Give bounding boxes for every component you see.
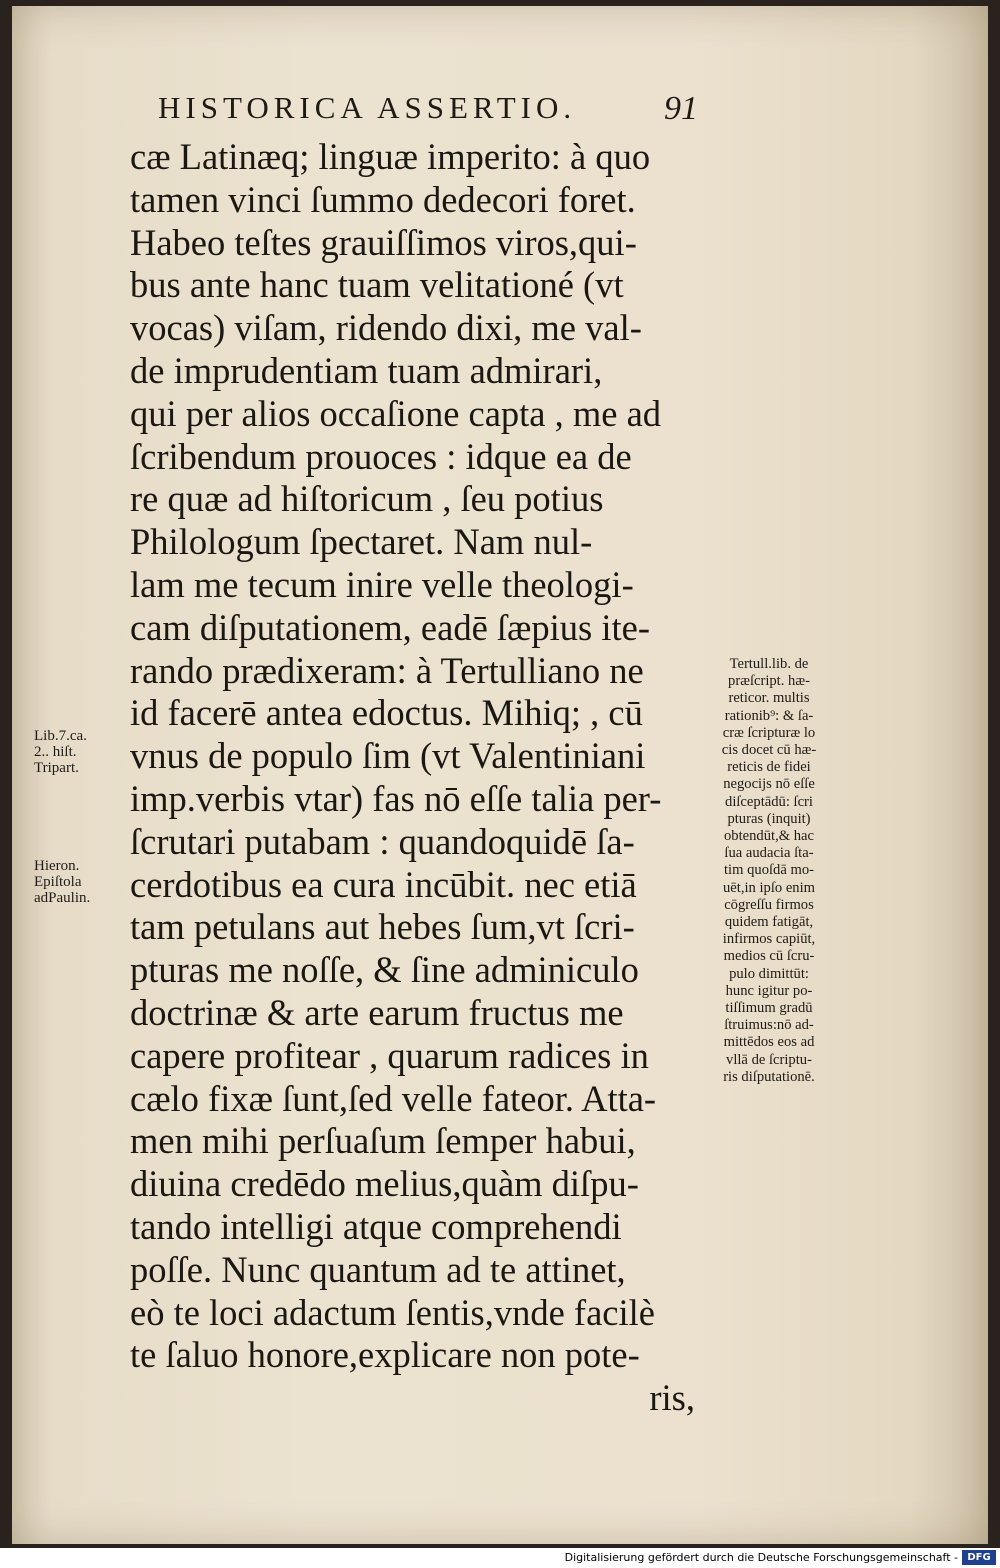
margin-note-line: Hieron. <box>34 858 80 874</box>
margin-note-line: ris diſputationē. <box>723 1068 815 1085</box>
body-line: bus ante hanc tuam velitationé (vt <box>130 264 624 306</box>
margin-note-line: infirmos capiūt, <box>722 931 816 948</box>
body-line: qui per alios occaſione capta , me ad <box>130 392 662 434</box>
margin-note-line: reticor. multis <box>728 690 810 707</box>
body-line: cerdotibus ea cura incūbit. nec etiā <box>130 863 637 905</box>
body-line: ſcribendum prouoces : idque ea de <box>130 435 632 477</box>
margin-note-right <box>694 656 844 1086</box>
body-line: Philologum ſpectaret. Nam nul- <box>130 521 593 563</box>
running-head <box>158 90 698 128</box>
body-line: cam diſputationem, eadē ſæpius ite- <box>130 606 650 648</box>
margin-note-left-1 <box>34 728 87 776</box>
margin-note-line: Lib.7.ca. <box>34 728 87 744</box>
body-line: Habeo teſtes grauiſſimos viros,qui- <box>130 221 637 263</box>
margin-note-line: rationib⁹: & ſa- <box>724 707 814 724</box>
footer-bar <box>0 1548 1000 1568</box>
margin-note-line: medios cū ſcru- <box>723 948 815 965</box>
body-line: pturas me noſſe, & ſine adminiculo <box>130 949 639 991</box>
margin-note-line: tim quoſdā mo- <box>724 862 814 879</box>
margin-note-line: cōgreſſu firmos <box>724 896 814 913</box>
margin-note-line: præſcript. hæ- <box>728 673 810 690</box>
margin-note-line: uēt,in ipſo enim <box>722 879 815 896</box>
body-line: poſſe. Nunc quantum ad te attinet, <box>130 1248 626 1290</box>
body-line: cæ Latinæq; linguæ imperito: à quo <box>130 136 651 177</box>
margin-note-line: ſtruimus:nō ad- <box>724 1017 814 1034</box>
margin-note-line: 2.. hiſt. <box>34 744 77 760</box>
body-line: re quæ ad hiſtoricum , ſeu potius <box>130 478 604 520</box>
body-line: men mihi perſuaſum ſemper habui, <box>130 1120 636 1162</box>
dfg-logo-icon: DFG <box>962 1550 996 1565</box>
body-line: tamen vinci ſummo dedecori foret. <box>130 178 636 220</box>
body-line: doctrinæ & arte earum fructus me <box>130 991 624 1033</box>
body-line: vnus de populo ſim (vt Valentiniani <box>130 735 646 777</box>
margin-note-line: vllā de ſcriptu- <box>726 1051 812 1068</box>
margin-note-line: Tertull.lib. de <box>729 656 809 672</box>
body-line: lam me tecum inire velle theologi- <box>130 563 634 605</box>
body-line: vocas) viſam, ridendo dixi, me val- <box>130 307 642 349</box>
body-line: tando intelligi atque comprehendi <box>130 1205 622 1247</box>
margin-note-line: negocijs nō eſſe <box>723 776 815 793</box>
book-page <box>12 6 988 1544</box>
body-line: eò te loci adactum ſentis,vnde facilè <box>130 1291 655 1333</box>
body-line: te ſaluo honore,explicare non pote- <box>130 1334 640 1376</box>
body-line: capere profitear , quarum radices in <box>130 1034 649 1076</box>
margin-note-line: cis docet cū hæ- <box>721 742 817 759</box>
margin-note-line: Tripart. <box>34 760 79 776</box>
funding-note: Digitalisierung gefördert durch die Deutsche Forschungsgemeinschaft - <box>564 1551 958 1564</box>
running-head-title: HISTORICA ASSERTIO. <box>158 90 577 125</box>
margin-note-line: reticis de fidei <box>727 759 811 776</box>
margin-note-line: Epiſtola <box>34 874 82 890</box>
margin-note-line: pturas (inquit) <box>727 810 811 827</box>
body-line: cælo fixæ ſunt,ſed velle fateor. Atta- <box>130 1077 657 1119</box>
body-line: imp.verbis vtar) fas nō eſſe talia per- <box>130 777 662 819</box>
margin-note-left-2 <box>34 858 90 906</box>
body-line: rando prædixeram: à Tertulliano ne <box>130 649 644 691</box>
margin-note-line: adPaulin. <box>34 890 91 906</box>
margin-note-line: obtendūt,& hac <box>724 828 814 845</box>
body-line: tam petulans aut hebes ſum,vt ſcri- <box>130 906 635 948</box>
body-line: ſcrutari putabam : quandoquidē ſa- <box>130 820 635 862</box>
margin-note-line: tiſſimum gradū <box>725 1000 813 1017</box>
margin-note-line: hunc igitur po- <box>725 982 813 999</box>
margin-note-line: quidem fatigāt, <box>724 914 814 931</box>
body-line: id facerē antea edoctus. Mihiq; , cū <box>130 692 643 734</box>
body-text <box>130 136 695 1420</box>
body-line-catchword: ris, <box>649 1377 695 1419</box>
margin-note-line: diſceptādū: ſcri <box>725 793 813 810</box>
margin-note-line: mittēdos eos ad <box>723 1034 815 1051</box>
body-line: diuina credēdo melius,quàm diſpu- <box>130 1163 639 1205</box>
body-line: de imprudentiam tuam admirari, <box>130 349 603 391</box>
margin-note-line: cræ ſcripturæ lo <box>722 724 816 741</box>
margin-note-line: pulo dimittūt: <box>729 965 809 982</box>
margin-note-line: ſua audacia ſta- <box>724 845 814 862</box>
page-number: 91 <box>664 90 698 127</box>
